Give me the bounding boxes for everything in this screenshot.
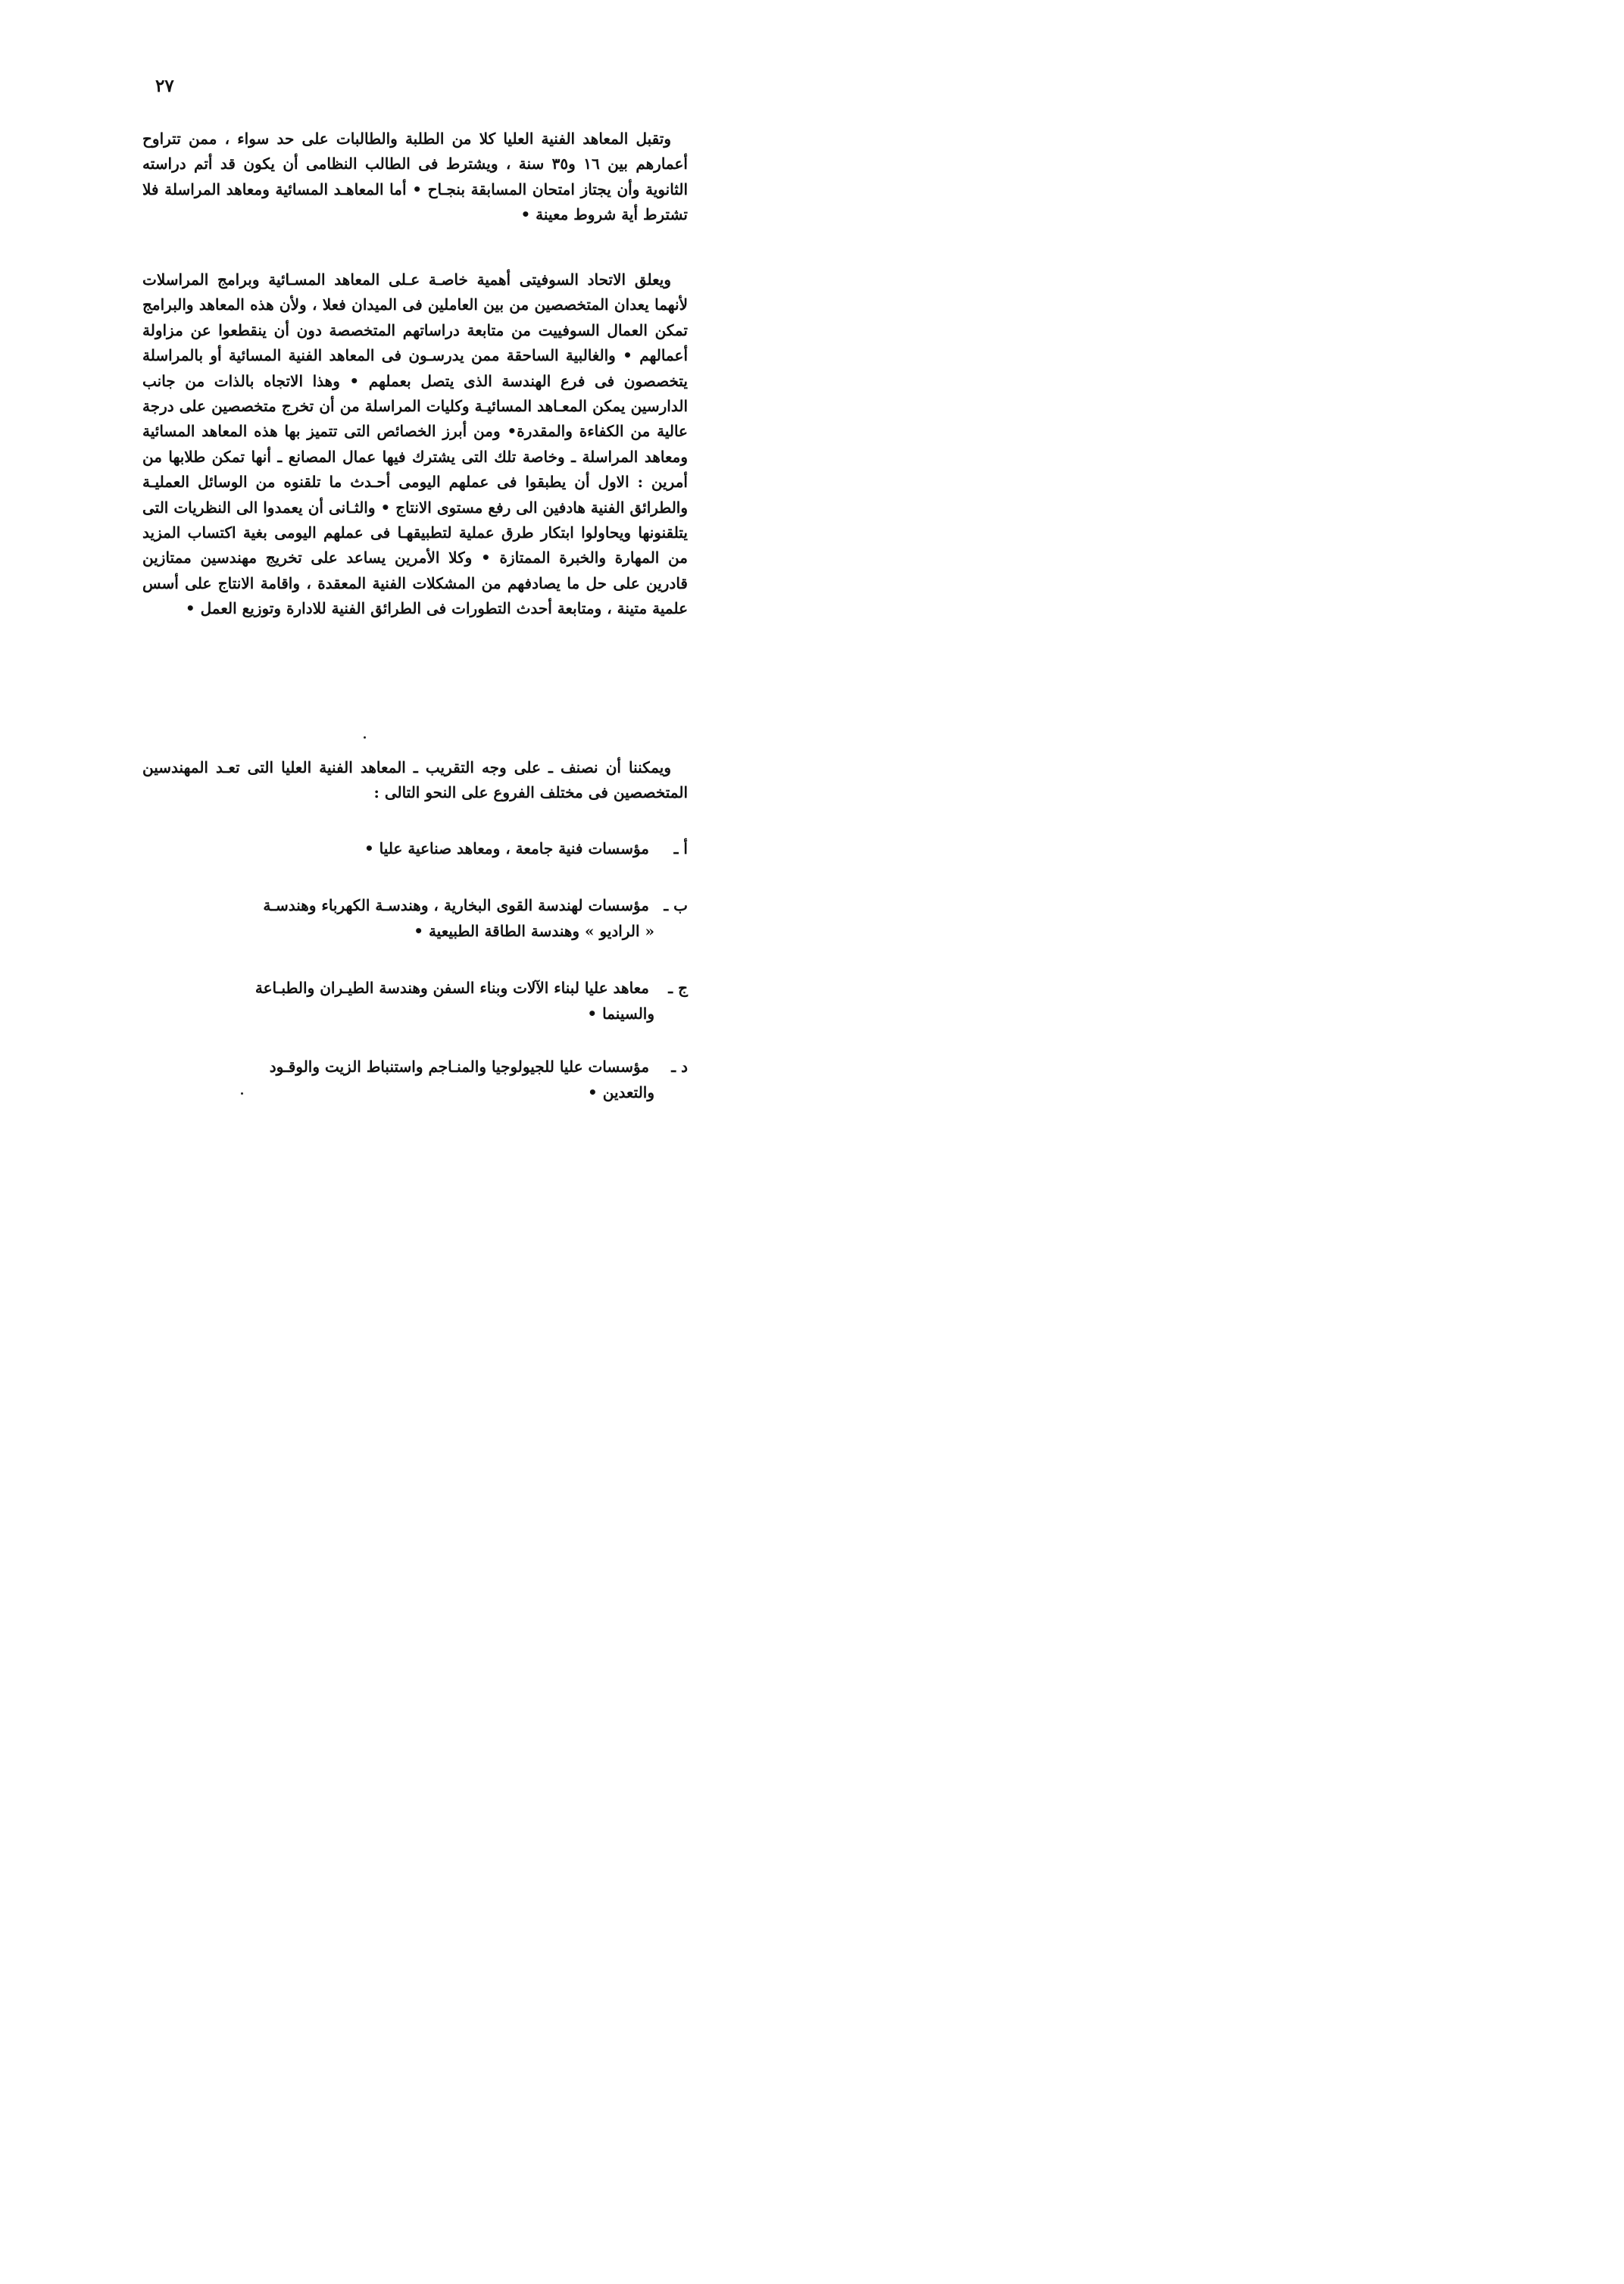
page-number: ٢٧: [155, 76, 174, 96]
list-marker: ب ـ: [664, 896, 688, 914]
list-item-continuation: والسينما •: [587, 1005, 654, 1023]
paragraph-evening-institutes: [142, 267, 688, 622]
list-item-text: معاهد عليا لبناء الآلات وبناء السفن وهندسة الطيـران والطبـاعة: [255, 979, 650, 997]
list-marker: ج ـ: [668, 979, 688, 997]
scan-speck: [364, 736, 366, 739]
paragraph-classification: [142, 755, 688, 806]
list-item: [142, 892, 688, 944]
list-item-continuation: والتعدين •: [587, 1083, 654, 1101]
paragraph-admission: [142, 127, 688, 228]
list-marker: د ـ: [671, 1058, 688, 1076]
paragraph-evening-institutes-text: ويعلق الاتحاد السوفيتى أهمية خاصـة عـلى المعاهد المسـائية وبرامج المراسلات لأنهما يعدان المتخصصين من بين العاملين فى الميدان فعلا ، ولأن هذه المعاهد والبرامج تمكن العمال السوفييت من متابعة دراساتهم المتخصصة دون أن ينقطعوا عن مزاولة أعمالهم • والغالبية الساحقة ممن يدرسـون فى المعاهد الفنية المسائية أو بالمراسلة يتخصصون فى فرع الهندسة الذى يتصل بعملهم • وهذا الاتجاه بالذات من جانب الدارسين يمكن المعـاهد المسائيـة وكليات المراسلة من أن تخرج متخصصين على درجة عالية من الكفاءة والمقدرة• ومن أبرز الخصائص التى تتميز بها هذه المعاهد المسائية ومعاهد المراسلة ـ وخاصة تلك التى يشترك فيها عمال المصانع ـ أنها تمكن طلابها من أمرين : الاول أن يطبقوا فى عملهم اليومى أحـدث ما تلقنوه من الوسائل العمليـة والطرائق الفنية هادفين الى رفع مستوى الانتاج • والثـانى أن يعمدوا الى النظريات التى يتلقنونها ويحاولوا ابتكار طرق عملية لتطبيقهـا فى عملهم اليومى بغية اكتساب المزيد من المهارة والخبرة الممتازة • وكلا الأمرين يساعد على تخريج مهندسين ممتازين قادرين على حل ما يصادفهم من المشكلات الفنية المعقدة ، واقامة الانتاج على أسس علمية متينة ، ومتابعة أحدث التطورات فى الطرائق الفنية للادارة وتوزيع العمل •: [142, 270, 688, 618]
list-item-text: مؤسسات عليا للجيولوجيا والمنـاجم واستنباط الزيت والوقـود: [269, 1058, 650, 1076]
paragraph-admission-text: وتقبل المعاهد الفنية العليا كلا من الطلبة والطالبات على حد سواء ، ممن تتراوح أعمارهم بين ١٦ و٣٥ سنة ، ويشترط فى الطالب النظامى أن يكون قد أتم دراسته الثانوية وأن يجتاز امتحان المسابقة بنجـاح • أما المعاهـد المسائية ومعاهد المراسلة فلا تشترط أية شروط معينة •: [142, 130, 688, 224]
paragraph-classification-text: ويمكننا أن نصنف ـ على وجه التقريب ـ المعاهد الفنية العليا التى تعـد المهندسين المتخصصين فى مختلف الفروع على النحو التالى :: [142, 758, 688, 802]
list-marker: أ ـ: [673, 839, 688, 858]
list-item-continuation: « الراديو » وهندسة الطاقة الطبيعية •: [414, 922, 654, 940]
list-item-text: مؤسسات لهندسة القوى البخارية ، وهندسـة الكهرباء وهندسـة: [263, 896, 650, 914]
list-item: [142, 836, 688, 861]
document-page: [0, 0, 812, 1142]
list-item: [142, 1054, 688, 1105]
scan-speck: [241, 1092, 243, 1095]
list-item-text: مؤسسات فنية جامعة ، ومعاهد صناعية عليا •: [364, 839, 650, 858]
list-item: [142, 975, 688, 1026]
